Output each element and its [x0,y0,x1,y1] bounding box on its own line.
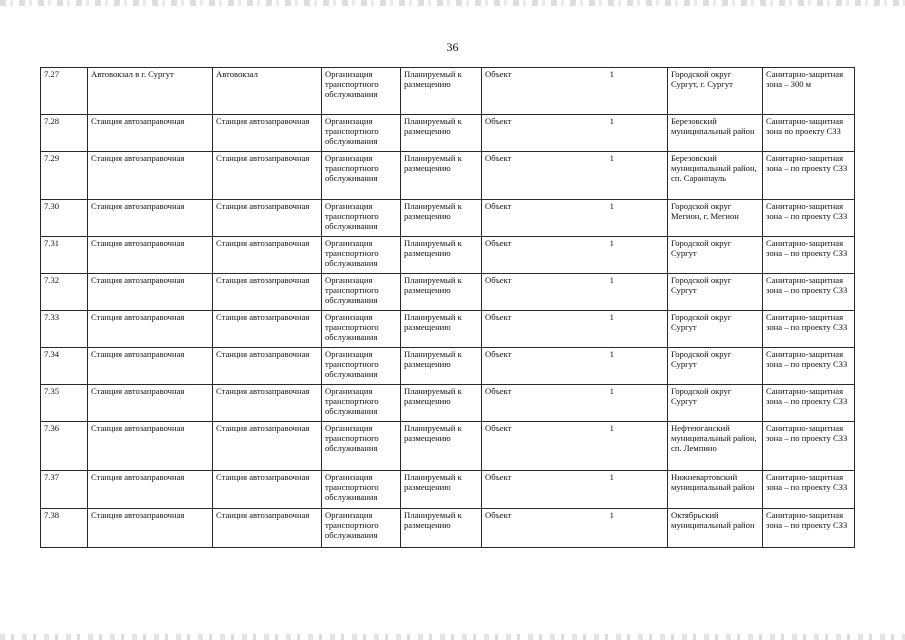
cell-purpose: Организация транспортного обслуживания [322,115,401,152]
cell-name: Станция автозаправочная [88,422,213,471]
cell-location: Городской округ Мегион, г. Мегион [668,200,763,237]
cell-kind-qty [482,152,668,200]
cell-qty: 1 [609,312,614,322]
cell-kind: Объект [485,275,512,285]
page-number: 36 [446,40,459,54]
table-row [41,385,855,422]
objects-table [40,67,855,548]
cell-kind: Объект [485,472,512,482]
cell-name: Станция автозаправочная [88,509,213,548]
cell-kind-qty [482,237,668,274]
cell-location: Березовский муниципальный район, сп. Саранпауль [668,152,763,200]
cell-name: Станция автозаправочная [88,237,213,274]
cell-zone: Санитарно-защитная зона – по проекту СЗЗ [763,348,855,385]
cell-kind: Объект [485,153,512,163]
table-row [41,348,855,385]
cell-zone: Санитарно-защитная зона – по проекту СЗЗ [763,385,855,422]
table-row [41,311,855,348]
cell-kind-qty [482,385,668,422]
cell-name: Станция автозаправочная [88,348,213,385]
cell-zone: Санитарно-защитная зона – по проекту СЗЗ [763,509,855,548]
cell-name: Станция автозаправочная [88,115,213,152]
cell-purpose: Организация транспортного обслуживания [322,237,401,274]
cell-kind-qty [482,422,668,471]
cell-kind-qty [482,311,668,348]
cell-name: Станция автозаправочная [88,274,213,311]
cell-qty: 1 [609,153,614,163]
cell-kind-qty [482,115,668,152]
cell-zone: Санитарно-защитная зона – по проекту СЗЗ [763,274,855,311]
cell-purpose: Организация транспортного обслуживания [322,509,401,548]
cell-name: Станция автозаправочная [88,200,213,237]
cell-type: Станция автозаправочная [213,509,322,548]
cell-num: 7.34 [41,348,88,385]
scan-edge-bottom [0,634,905,640]
cell-location: Октябрьский муниципальный район [668,509,763,548]
cell-location: Городской округ Сургут [668,385,763,422]
cell-status: Планируемый к размещению [401,471,482,509]
cell-num: 7.28 [41,115,88,152]
cell-kind: Объект [485,238,512,248]
cell-status: Планируемый к размещению [401,152,482,200]
cell-num: 7.32 [41,274,88,311]
cell-qty: 1 [609,116,614,126]
cell-location: Нефтеюганский муниципальный район, сп. Лемпино [668,422,763,471]
cell-kind-qty [482,471,668,509]
cell-zone: Санитарно-защитная зона – по проекту СЗЗ [763,311,855,348]
cell-status: Планируемый к размещению [401,237,482,274]
cell-type: Автовокзал [213,68,322,115]
cell-num: 7.36 [41,422,88,471]
table-row [41,422,855,471]
cell-zone: Санитарно-защитная зона – по проекту СЗЗ [763,237,855,274]
cell-kind: Объект [485,312,512,322]
cell-type: Станция автозаправочная [213,422,322,471]
cell-purpose: Организация транспортного обслуживания [322,68,401,115]
cell-status: Планируемый к размещению [401,200,482,237]
cell-purpose: Организация транспортного обслуживания [322,200,401,237]
cell-name: Станция автозаправочная [88,152,213,200]
cell-type: Станция автозаправочная [213,385,322,422]
cell-num: 7.38 [41,509,88,548]
cell-type: Станция автозаправочная [213,115,322,152]
cell-qty: 1 [609,386,614,396]
cell-zone: Санитарно-защитная зона – по проекту СЗЗ [763,152,855,200]
cell-kind: Объект [485,423,512,433]
cell-location: Городской округ Сургут, г. Сургут [668,68,763,115]
cell-num: 7.35 [41,385,88,422]
cell-kind: Объект [485,349,512,359]
cell-type: Станция автозаправочная [213,471,322,509]
cell-zone: Санитарно-защитная зона – 300 м [763,68,855,115]
cell-status: Планируемый к размещению [401,422,482,471]
cell-status: Планируемый к размещению [401,348,482,385]
cell-num: 7.33 [41,311,88,348]
cell-status: Планируемый к размещению [401,385,482,422]
cell-qty: 1 [609,201,614,211]
cell-qty: 1 [609,510,614,520]
table-row [41,471,855,509]
cell-location: Городской округ Сургут [668,274,763,311]
table-body [41,68,855,548]
cell-location: Березовский муниципальный район [668,115,763,152]
cell-qty: 1 [609,423,614,433]
cell-status: Планируемый к размещению [401,311,482,348]
cell-qty: 1 [609,472,614,482]
cell-type: Станция автозаправочная [213,237,322,274]
cell-name: Станция автозаправочная [88,311,213,348]
cell-kind-qty [482,348,668,385]
table-row [41,237,855,274]
cell-location: Городской округ Сургут [668,311,763,348]
cell-name: Станция автозаправочная [88,471,213,509]
cell-zone: Санитарно-защитная зона – по проекту СЗЗ [763,200,855,237]
cell-type: Станция автозаправочная [213,274,322,311]
cell-zone: Санитарно-защитная зона – по проекту СЗЗ [763,471,855,509]
cell-purpose: Организация транспортного обслуживания [322,311,401,348]
cell-purpose: Организация транспортного обслуживания [322,471,401,509]
cell-num: 7.31 [41,237,88,274]
table-row [41,509,855,548]
cell-name: Станция автозаправочная [88,385,213,422]
table-row [41,68,855,115]
cell-num: 7.27 [41,68,88,115]
cell-purpose: Организация транспортного обслуживания [322,422,401,471]
table-row [41,115,855,152]
cell-type: Станция автозаправочная [213,348,322,385]
cell-purpose: Организация транспортного обслуживания [322,348,401,385]
cell-purpose: Организация транспортного обслуживания [322,385,401,422]
cell-qty: 1 [609,275,614,285]
cell-status: Планируемый к размещению [401,509,482,548]
cell-name: Автовокзал в г. Сургут [88,68,213,115]
cell-num: 7.29 [41,152,88,200]
table-row [41,200,855,237]
cell-status: Планируемый к размещению [401,274,482,311]
cell-type: Станция автозаправочная [213,311,322,348]
cell-type: Станция автозаправочная [213,200,322,237]
cell-kind: Объект [485,386,512,396]
cell-kind: Объект [485,69,512,79]
cell-zone: Санитарно-защитная зона по проекту СЗЗ [763,115,855,152]
cell-kind: Объект [485,510,512,520]
cell-qty: 1 [609,238,614,248]
cell-location: Нижневартовский муниципальный район [668,471,763,509]
cell-status: Планируемый к размещению [401,115,482,152]
cell-kind-qty [482,68,668,115]
cell-location: Городской округ Сургут [668,237,763,274]
table-row [41,152,855,200]
table-row [41,274,855,311]
cell-zone: Санитарно-защитная зона – по проекту СЗЗ [763,422,855,471]
cell-location: Городской округ Сургут [668,348,763,385]
cell-purpose: Организация транспортного обслуживания [322,152,401,200]
cell-kind: Объект [485,201,512,211]
cell-purpose: Организация транспортного обслуживания [322,274,401,311]
cell-qty: 1 [609,349,614,359]
cell-num: 7.37 [41,471,88,509]
cell-kind-qty [482,274,668,311]
cell-type: Станция автозаправочная [213,152,322,200]
cell-num: 7.30 [41,200,88,237]
cell-qty: 1 [609,69,614,79]
cell-kind: Объект [485,116,512,126]
cell-kind-qty [482,509,668,548]
scan-edge-top [0,0,905,6]
cell-kind-qty [482,200,668,237]
cell-status: Планируемый к размещению [401,68,482,115]
